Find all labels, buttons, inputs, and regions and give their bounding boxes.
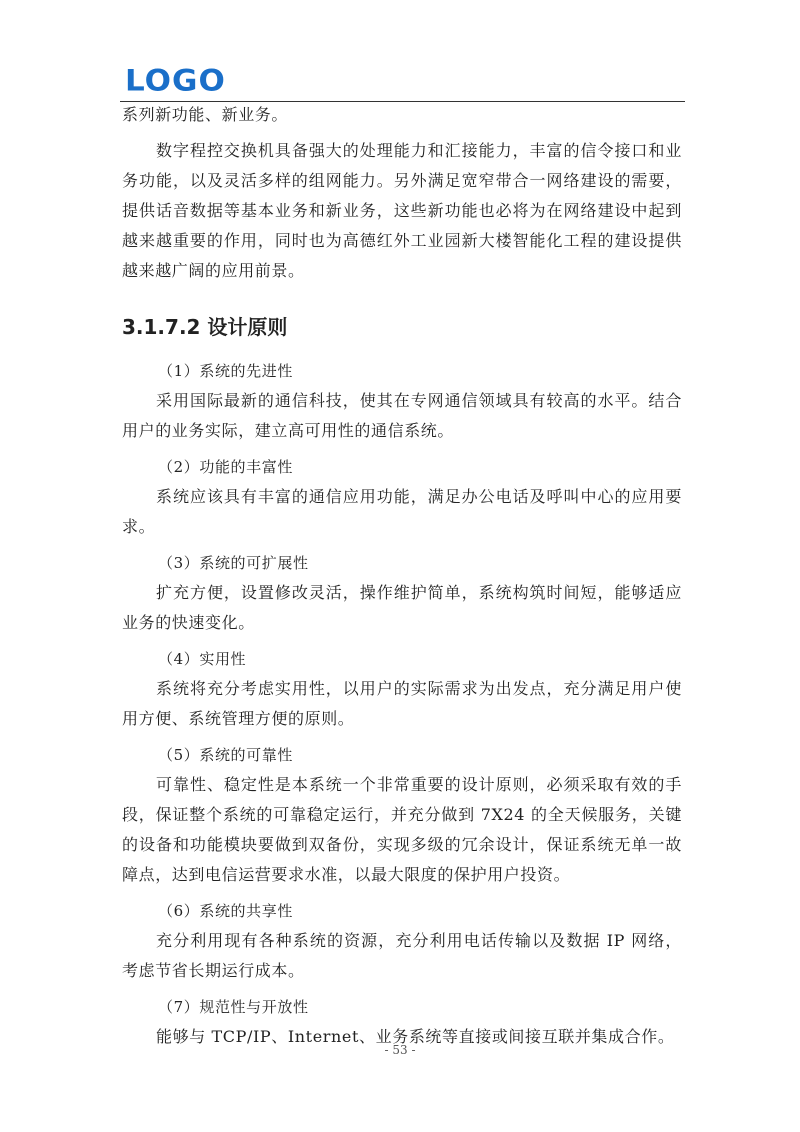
principle-item xyxy=(122,452,682,542)
logo xyxy=(125,63,226,99)
principle-title: （1）系统的先进性 xyxy=(158,362,293,380)
principle-title: （5）系统的可靠性 xyxy=(158,746,293,764)
principle-item xyxy=(122,896,682,986)
principle-body: 能够与 TCP/IP、Internet、业务系统等直接或间接互联并集成合作。 xyxy=(156,1027,675,1046)
principle-title: （7）规范性与开放性 xyxy=(158,998,309,1016)
principle-item xyxy=(122,548,682,638)
document-body xyxy=(122,100,682,1052)
principle-title: （2）功能的丰富性 xyxy=(158,458,293,476)
principle-body: 采用国际最新的通信科技，使其在专网通信领域具有较高的水平。结合用户的业务实际，建立高可用性的通信系统。 xyxy=(122,391,682,440)
principle-body: 充分利用现有各种系统的资源，充分利用电话传输以及数据 IP 网络，考虑节省长期运行成本。 xyxy=(122,931,682,980)
principle-title: （3）系统的可扩展性 xyxy=(158,554,309,572)
logo-text: LOGO xyxy=(125,63,226,99)
principle-body: 系统将充分考虑实用性，以用户的实际需求为出发点，充分满足用户使用方便、系统管理方便的原则。 xyxy=(122,679,682,728)
principle-item xyxy=(122,644,682,734)
section-heading: 3.1.7.2 设计原则 xyxy=(122,315,288,339)
principle-title: （6）系统的共享性 xyxy=(158,902,293,920)
principle-body: 系统应该具有丰富的通信应用功能，满足办公电话及呼叫中心的应用要求。 xyxy=(122,487,682,536)
intro-continuation: 系列新功能、新业务。 xyxy=(122,105,289,124)
principle-item xyxy=(122,740,682,890)
principle-body: 扩充方便，设置修改灵活，操作维护简单，系统构筑时间短，能够适应业务的快速变化。 xyxy=(122,583,682,632)
principle-item xyxy=(122,356,682,446)
principle-title: （4）实用性 xyxy=(158,650,247,668)
page-number: - 53 - xyxy=(384,1043,416,1057)
principle-body: 可靠性、稳定性是本系统一个非常重要的设计原则，必须采取有效的手段，保证整个系统的可靠稳定运行，并充分做到 7X24 的全天候服务，关键的设备和功能模块要做到双备份，实现多级的冗余设计，保证系统无单一故障点，达到电信运营要求水准，以最大限度的保护用户投资。 xyxy=(122,775,682,884)
intro-paragraph: 数字程控交换机具备强大的处理能力和汇接能力，丰富的信令接口和业务功能，以及灵活多样的组网能力。另外满足宽窄带合一网络建设的需要，提供话音数据等基本业务和新业务，这些新功能也必将为在网络建设中起到越来越重要的作用，同时也为高德红外工业园新大楼智能化工程的建设提供越来越广阔的应用前景。 xyxy=(122,141,682,280)
